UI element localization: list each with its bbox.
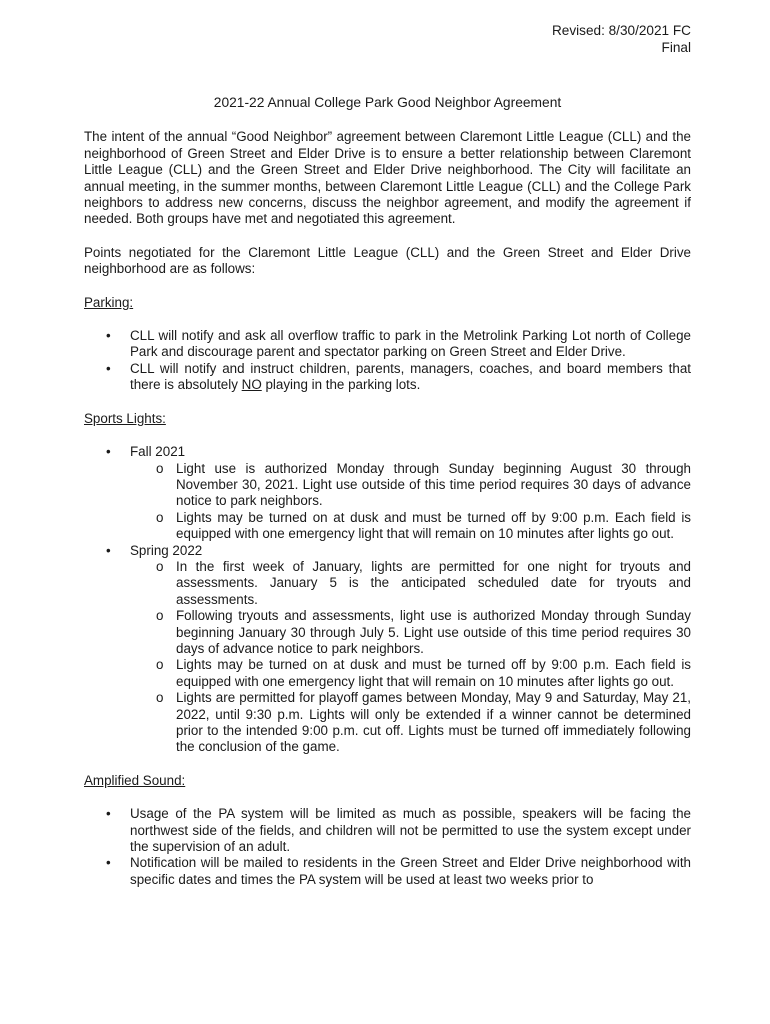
list-item <box>106 806 691 855</box>
parking-item-text: CLL will notify and ask all overflow traffic to park in the Metrolink Parking Lot north of College Park and discourage parent and spectator parking on Green Street and Elder Drive. <box>130 328 691 360</box>
document-page <box>84 22 691 888</box>
revised-date: Revised: 8/30/2021 FC <box>551 23 691 38</box>
intro-paragraph: The intent of the annual “Good Neighbor” agreement between Claremont Little League (CLL) and the neighborhood of Green Street and Elder Drive is to ensure a better relationship between Claremont Little League (CLL) and the Green Street and Elder Drive neighborhood. The City will facilitate an annual meeting, in the summer months, between Claremont Little League (CLL) and the College Park neighbors to address new concerns, discuss the neighbor agreement, and modify the agreement if needed. Both groups have met and negotiated this agreement. <box>84 129 691 227</box>
bullet-icon: • <box>106 806 111 822</box>
sub-bullet-icon: o <box>156 460 164 476</box>
bullet-icon: • <box>106 855 111 871</box>
emphasis-text: NO <box>241 377 262 393</box>
bullet-icon: • <box>106 328 111 344</box>
sub-bullet-icon: o <box>156 558 164 574</box>
bullet-icon: • <box>106 444 111 460</box>
sports-lights-heading: Sports Lights: <box>84 410 166 426</box>
document-title: 2021-22 Annual College Park Good Neighbor Agreement <box>213 95 562 110</box>
sports-lights-list <box>84 444 691 756</box>
list-item <box>156 657 691 690</box>
sub-bullet-icon: o <box>156 509 164 525</box>
sub-item-text: Lights may be turned on at dusk and must be turned off by 9:00 p.m. Each field is equipped with one emergency light that will remain on 10 minutes after lights go out. <box>176 657 691 689</box>
parking-list <box>84 328 691 394</box>
list-item <box>106 360 691 394</box>
bullet-icon: • <box>106 360 111 376</box>
sub-item-text: Lights are permitted for playoff games between Monday, May 9 and Saturday, May 21, 2022, until 9:30 p.m. Lights will only be extended if a winner cannot be determined prior to the intended 9:00 p.m. cut off. Lights must be turned off immediately following the conclusion of the game. <box>176 690 691 755</box>
list-item <box>156 509 691 543</box>
spring-sublist <box>130 559 691 756</box>
sub-bullet-icon: o <box>156 690 164 706</box>
bullet-icon: • <box>106 542 111 558</box>
sub-bullet-icon: o <box>156 608 164 624</box>
list-item <box>106 542 691 756</box>
sub-item-text: Lights may be turned on at dusk and must be turned off by 9:00 p.m. Each field is equipped with one emergency light that will remain on 10 minutes after lights go out. <box>176 509 691 542</box>
list-item <box>106 855 691 888</box>
season-label: Fall 2021 <box>130 444 186 460</box>
sub-item-text: Following tryouts and assessments, light use is authorized Monday through Sunday beginning January 30 through July 5. Light use outside of this time period requires 30 days of advance notice to park neighbors. <box>176 608 691 656</box>
sound-item-text: Usage of the PA system will be limited as much as possible, speakers will be facing the northwest side of the fields, and children will not be permitted to use the system except under the supervision of an adult. <box>130 806 691 855</box>
document-status: Final <box>661 40 691 55</box>
list-item <box>106 328 691 361</box>
parking-item-text: CLL will notify and instruct children, parents, managers, coaches, and board members that there is absolutely <box>130 360 691 393</box>
list-item <box>156 460 691 510</box>
sub-item-text: Light use is authorized Monday through Sunday beginning August 30 through November 30, 2021. Light use outside of this time period requires 30 days of advance notice to park neighbors. <box>176 460 691 509</box>
list-item <box>156 690 691 756</box>
amplified-sound-heading: Amplified Sound: <box>84 772 186 788</box>
sound-item-text: Notification will be mailed to residents in the Green Street and Elder Drive neighborhood with specific dates and times the PA system will be used at least two weeks prior to <box>130 855 691 887</box>
fall-sublist <box>130 461 691 543</box>
points-intro-paragraph: Points negotiated for the Claremont Little League (CLL) and the Green Street and Elder Drive neighborhood are as follows: <box>84 244 691 277</box>
revision-block <box>84 22 691 56</box>
sub-bullet-icon: o <box>156 657 164 673</box>
list-item <box>156 558 691 608</box>
list-item <box>156 608 691 657</box>
list-item <box>106 444 691 542</box>
parking-heading: Parking: <box>84 294 134 310</box>
parking-item-text: playing in the parking lots. <box>261 377 421 393</box>
season-label: Spring 2022 <box>130 542 203 558</box>
sub-item-text: In the first week of January, lights are permitted for one night for tryouts and assessments. January 5 is the anticipated scheduled date for tryouts and assessments. <box>176 558 691 607</box>
amplified-sound-list <box>84 806 691 888</box>
